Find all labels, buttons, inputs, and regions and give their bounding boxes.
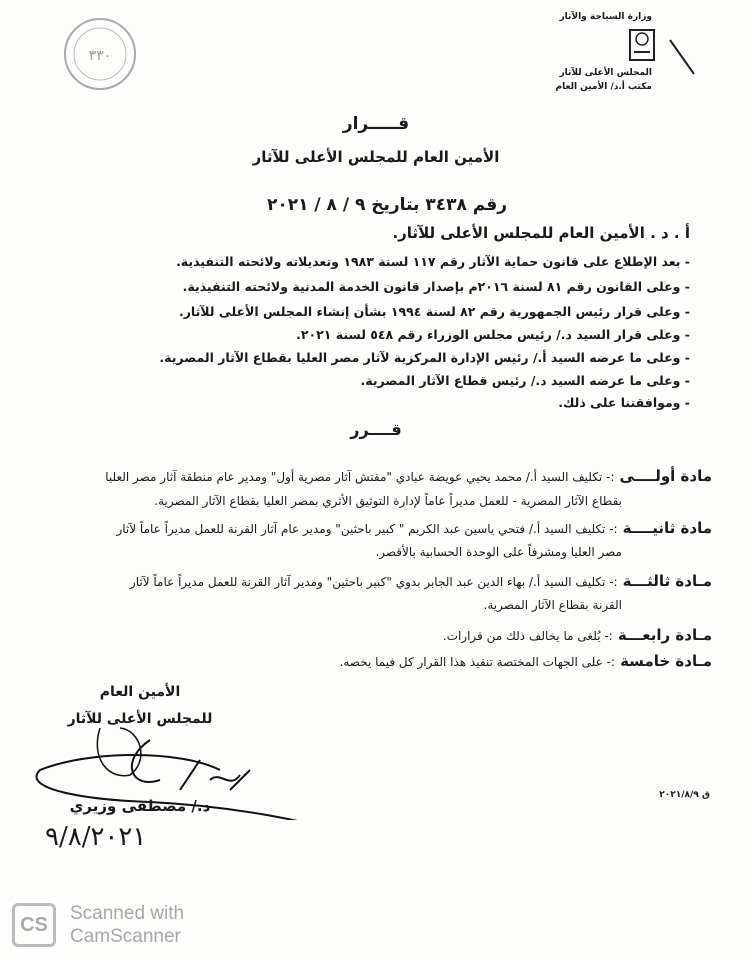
article-label: مادة ثانيــــة: [622, 519, 712, 537]
preamble-item: - وعلى القانون رقم ٨١ لسنة ٢٠١٦م بإصدار قانون الخدمة المدنية ولائحته التنفيذية.: [182, 279, 690, 294]
emblem-icon: [628, 28, 656, 64]
handwritten-mark-icon: [668, 38, 698, 78]
ministry-name: وزارة السياحة والآثار: [559, 12, 652, 22]
article-3: [130, 571, 712, 590]
article-label: مـادة ثالثـــة: [622, 572, 712, 590]
article-4: [443, 625, 712, 644]
preamble-item: - وعلى ما عرضه السيد د./ رئيس قطاع الآثار المصرية.: [360, 373, 690, 388]
decided-heading: قــــرر: [350, 420, 402, 439]
article-text: :- تكليف السيد أ./ فتحي ياسين عبد الكريم " كبير باحثين" ومدير عام آثار القرنة للعمل مديراً عاماً لآثار: [116, 522, 618, 536]
watermark-line-2: CamScanner: [70, 926, 181, 947]
official-seal-icon: [62, 16, 138, 92]
article-text: مصر العليا ومشرفاً على الوحدة الحسابية بالأقصر.: [375, 545, 622, 559]
article-text: بقطاع الآثار المصرية - للعمل مديراً عاماً لإدارة التوثيق الأثري بمصر العليا بقطاع الآثار المصرية.: [154, 494, 622, 508]
signatory-title: الأمين العام: [99, 684, 181, 700]
article-text: القرنة بقطاع الآثار المصرية.: [483, 598, 622, 612]
issuer-line: أ . د . الأمين العام للمجلس الأعلى للآثار.: [392, 224, 690, 242]
article-5: [340, 651, 712, 670]
camscanner-logo-icon: CS: [12, 903, 56, 947]
svg-text:٣٣٠: ٣٣٠: [88, 48, 112, 64]
outgoing-date-stamp: ق ٢٠٢١/٨/٩: [659, 790, 710, 800]
preamble-item: - بعد الإطلاع على قانون حماية الآثار رقم ١١٧ لسنة ١٩٨٣ وتعديلاته ولائحته التنفيذية.: [176, 254, 690, 269]
article-text: :- تكليف السيد أ./ محمد يحيي عويضة عبادي "مفتش آثار مصرية أول" ومدير عام منطقة آثار مصر العليا: [105, 470, 615, 484]
preamble-item: - وعلى ما عرضه السيد أ./ رئيس الإدارة المركزية لآثار مصر العليا بقطاع الآثار المصرية.: [159, 350, 690, 365]
article-1: [105, 466, 712, 485]
article-label: مـادة خامسة: [620, 652, 712, 670]
signatory-name: د./ مصطفى وزيري: [69, 797, 211, 815]
reference-number-date: رقم ٣٤٣٨ بتاريخ ٩ / ٨ / ٢٠٢١: [266, 195, 507, 215]
article-label: مـادة رابعـــة: [617, 626, 712, 644]
article-text: :- يُلغى ما يخالف ذلك من قرارات.: [442, 629, 613, 643]
article-label: مادة أولــــى: [619, 467, 712, 485]
handwritten-date: ٩/٨/٢٠٢١: [45, 822, 147, 852]
signatory-organization: للمجلس الأعلى للآثار: [67, 711, 213, 727]
article-text: :- تكليف السيد أ./ بهاء الدين عبد الجابر بدوي "كبير باحثين" ومدير آثار القرنة للعمل مديراً عاماً لآثار: [129, 575, 618, 589]
article-2: [116, 518, 712, 537]
preamble-item: - وعلى قرار السيد د./ رئيس مجلس الوزراء رقم ٥٤٨ لسنة ٢٠٢١.: [296, 327, 690, 342]
preamble-item: - وعلى قرار رئيس الجمهورية رقم ٨٢ لسنة ١٩٩٤ بشأن إنشاء المجلس الأعلى للآثار.: [178, 304, 690, 319]
issuer-title: الأمين العام للمجلس الأعلى للآثار: [252, 148, 500, 166]
preamble-item: - وموافقتنا على ذلك.: [558, 395, 690, 410]
watermark-line-1: Scanned with: [70, 903, 185, 924]
decision-title: قـــــرار: [342, 114, 410, 134]
council-name: المجلس الأعلى للآثار: [559, 68, 652, 78]
article-text: :- على الجهات المختصة تنفيذ هذا القرار كل فيما يخصه.: [339, 655, 615, 669]
office-name: مكتب أ.د/ الأمين العام: [555, 82, 652, 92]
